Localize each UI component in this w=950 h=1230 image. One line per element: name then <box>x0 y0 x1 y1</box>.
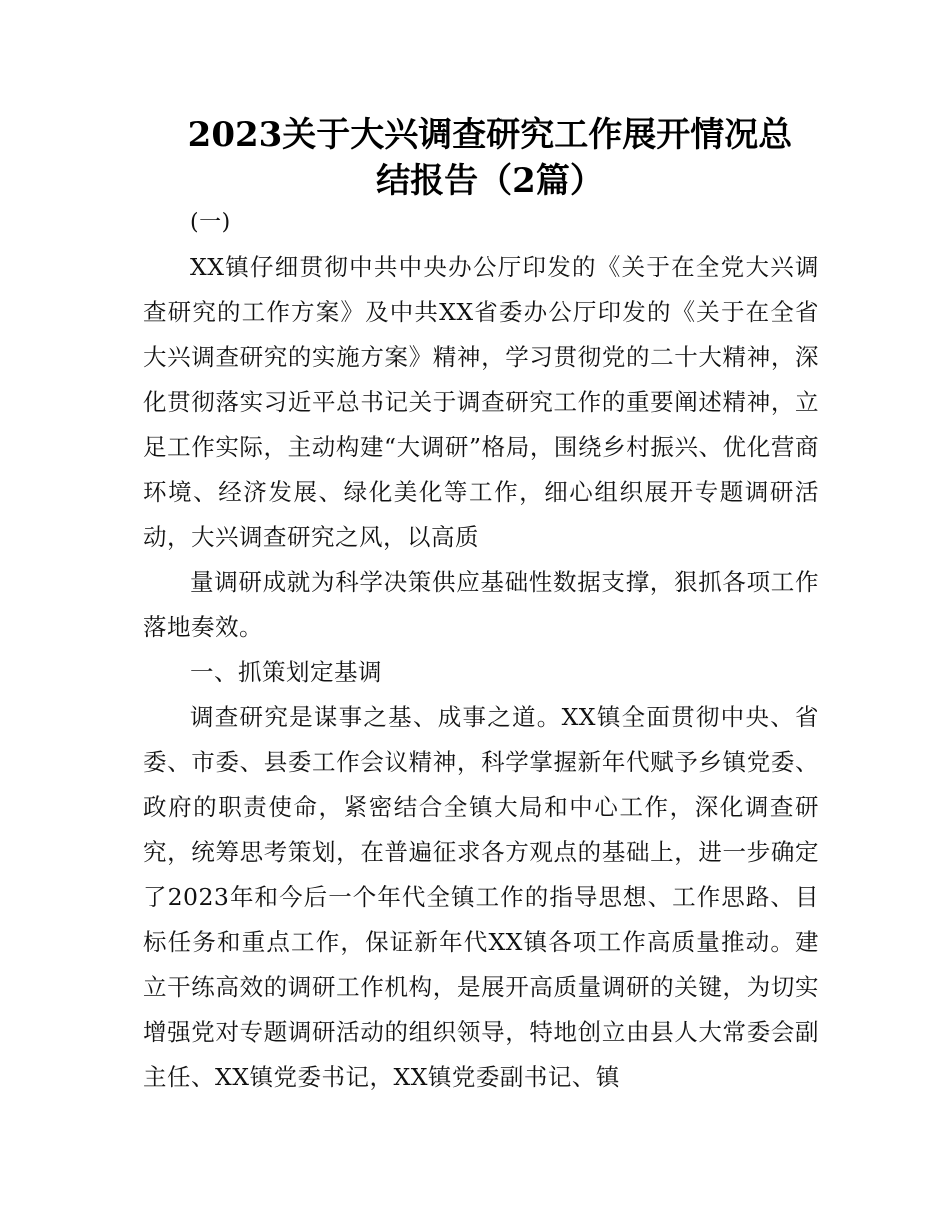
paragraph-2: 量调研成就为科学决策供应基础性数据支撑，狠抓各项工作落地奏效。 <box>143 568 819 641</box>
document-title <box>140 112 840 204</box>
paragraph-1: XX镇仔细贯彻中共中央办公厅印发的《关于在全党大兴调查研究的工作方案》及中共XX省委办公厅印发的《关于在全省大兴调查研究的实施方案》精神，学习贯彻党的二十大精神，深化贯彻落实习近平总书记关于调查研究工作的重要阐述精神，立足工作实际，主动构建“大调研”格局，围绕乡村振兴、优化营商环境、经济发展、绿化美化等工作，细心组织展开专题调研活动，大兴调查研究之风，以高质 <box>143 253 819 551</box>
title-line-1: 2023关于大兴调查研究工作展开情况总 <box>187 115 793 155</box>
section-heading-1: 一、抓策划定基调 <box>190 658 382 686</box>
title-line-2: 结报告（2篇） <box>376 161 604 201</box>
section-label: (一) <box>190 210 231 235</box>
document-body <box>143 200 819 1100</box>
paragraph-3: 调查研究是谋事之基、成事之道。XX镇全面贯彻中央、省委、市委、县委工作会议精神，科学掌握新年代赋予乡镇党委、政府的职责使命，紧密结合全镇大局和中心工作，深化调查研究，统筹思考策划，在普遍征求各方观点的基础上，进一步确定了2023年和今后一个年代全镇工作的指导思想、工作思路、目标任务和重点工作，保证新年代XX镇各项工作高质量推动。建立干练高效的调研工作机构，是展开高质量调研的关键，为切实增强党对专题调研活动的组织领导，特地创立由县人大常委会副主任、XX镇党委书记，XX镇党委副书记、镇 <box>143 703 819 1091</box>
